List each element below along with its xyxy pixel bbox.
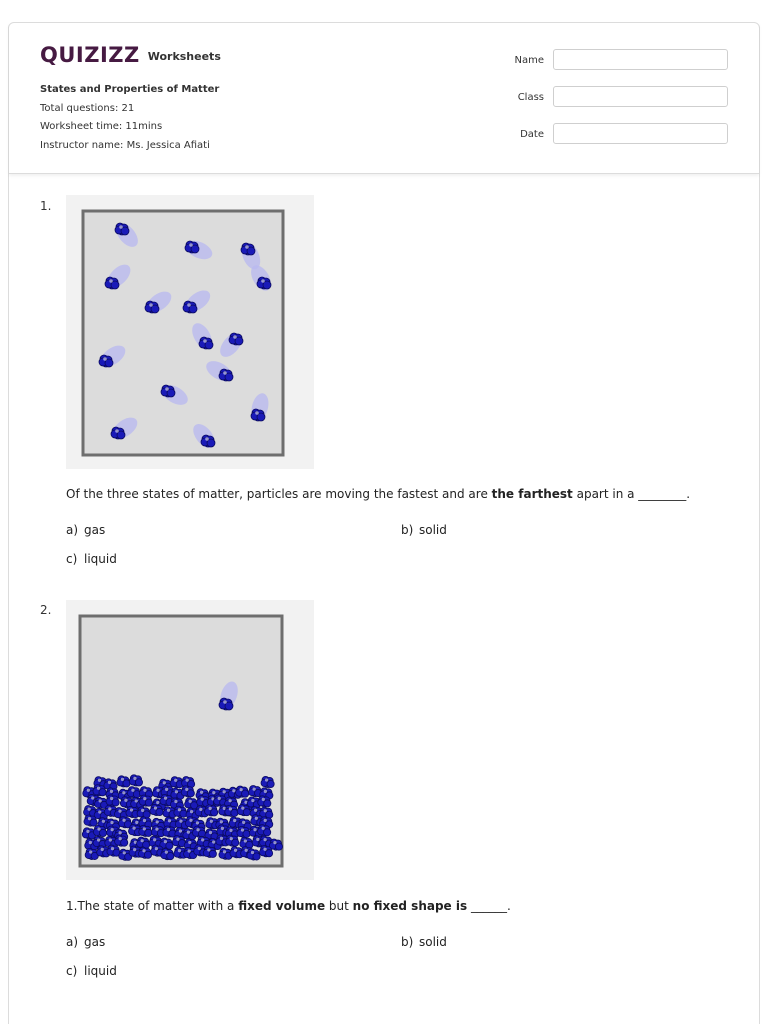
name-row [499, 49, 739, 86]
brand-subtitle: Worksheets [147, 49, 221, 63]
worksheet-sheet [8, 22, 760, 1024]
total-questions: Total questions: 21 [40, 102, 135, 114]
particle [225, 805, 238, 816]
particle [258, 796, 271, 807]
option-b[interactable] [401, 935, 447, 949]
question-text [66, 899, 511, 913]
question-text-bold: the farthest [491, 487, 573, 501]
name-field[interactable] [553, 49, 728, 70]
worksheet-meta [40, 81, 219, 155]
particle [172, 836, 185, 847]
quizizz-logo: QUIZIZZ [40, 43, 140, 67]
question-text-part: ______. [467, 899, 511, 913]
option-a[interactable] [66, 935, 105, 949]
class-label: Class [517, 92, 544, 103]
particle [237, 805, 250, 816]
worksheet-header [9, 23, 759, 174]
particle [150, 804, 163, 815]
particle [247, 849, 260, 860]
particle [127, 787, 140, 798]
brand [40, 43, 221, 67]
particle [93, 785, 106, 796]
particle [226, 835, 239, 846]
option-letter: c) [66, 964, 78, 978]
particle [258, 825, 271, 836]
particle [99, 355, 113, 367]
particle [84, 815, 97, 826]
particle [174, 806, 187, 817]
particle [203, 846, 216, 857]
particle [259, 846, 272, 857]
particle [251, 409, 265, 421]
particle [137, 807, 150, 818]
gas-particles-image [66, 195, 314, 469]
question-text-part: 1.The state of matter with a [66, 899, 239, 913]
question-text-part: but [325, 899, 353, 913]
question-text-part: apart in a ________. [572, 487, 691, 501]
name-label: Name [514, 55, 544, 66]
option-text: solid [419, 523, 447, 537]
particle [139, 825, 152, 836]
liquid-particles-image [66, 600, 314, 880]
particle [105, 277, 119, 289]
option-c[interactable] [66, 964, 117, 978]
particle [161, 849, 174, 860]
date-field[interactable] [553, 123, 728, 144]
particle [237, 826, 250, 837]
option-letter: a) [66, 935, 79, 949]
particle [93, 825, 106, 836]
question-number: 2. [40, 603, 52, 617]
option-c[interactable] [66, 552, 117, 566]
option-letter: b) [401, 523, 414, 537]
option-b[interactable] [401, 523, 447, 537]
question-number: 1. [40, 199, 52, 213]
particle [257, 277, 271, 289]
date-label: Date [520, 129, 544, 140]
option-letter: c) [66, 552, 78, 566]
question-text-bold: fixed volume [238, 899, 326, 913]
particle [106, 795, 119, 806]
particle [185, 241, 199, 253]
particle [229, 333, 243, 345]
particle [199, 337, 213, 349]
worksheet-title: States and Properties of Matter [40, 84, 220, 95]
particle [145, 301, 159, 313]
gas-particles-illustration [66, 195, 314, 469]
particle [192, 826, 205, 837]
particle [138, 847, 151, 858]
particle [181, 786, 194, 797]
liquid-particles-illustration [66, 600, 314, 880]
particle [151, 826, 164, 837]
class-field[interactable] [553, 86, 728, 107]
option-text: liquid [84, 552, 117, 566]
option-text: solid [419, 935, 447, 949]
particle [137, 837, 150, 848]
option-text: gas [84, 523, 106, 537]
particle [115, 835, 128, 846]
particle [219, 698, 233, 710]
particle [85, 848, 98, 859]
option-letter: a) [66, 523, 79, 537]
option-letter: b) [401, 935, 414, 949]
question-text-part: Of the three states of matter, particles are moving the fastest and are [66, 487, 492, 501]
option-text: gas [84, 935, 106, 949]
particle [219, 369, 233, 381]
particle [107, 845, 120, 856]
class-row [499, 86, 739, 123]
particle [129, 775, 142, 786]
instructor-name: Instructor name: Ms. Jessica Afiati [40, 139, 210, 151]
particle [261, 776, 274, 787]
worksheet-time: Worksheet time: 11mins [40, 121, 163, 132]
particle [205, 805, 218, 816]
particle [236, 786, 249, 797]
particle [117, 776, 130, 787]
particle [139, 795, 152, 806]
date-row [499, 123, 739, 160]
particle [183, 301, 197, 313]
particle [115, 223, 129, 235]
particle [182, 776, 195, 787]
particle [163, 826, 176, 837]
option-text: liquid [84, 964, 117, 978]
particle [241, 243, 255, 255]
particle [185, 798, 198, 809]
particle [161, 385, 175, 397]
particle [201, 435, 215, 447]
question-text [66, 487, 690, 501]
student-fields [499, 49, 739, 160]
question-text-bold: no fixed shape is [352, 899, 468, 913]
particle [111, 427, 125, 439]
option-a[interactable] [66, 523, 105, 537]
